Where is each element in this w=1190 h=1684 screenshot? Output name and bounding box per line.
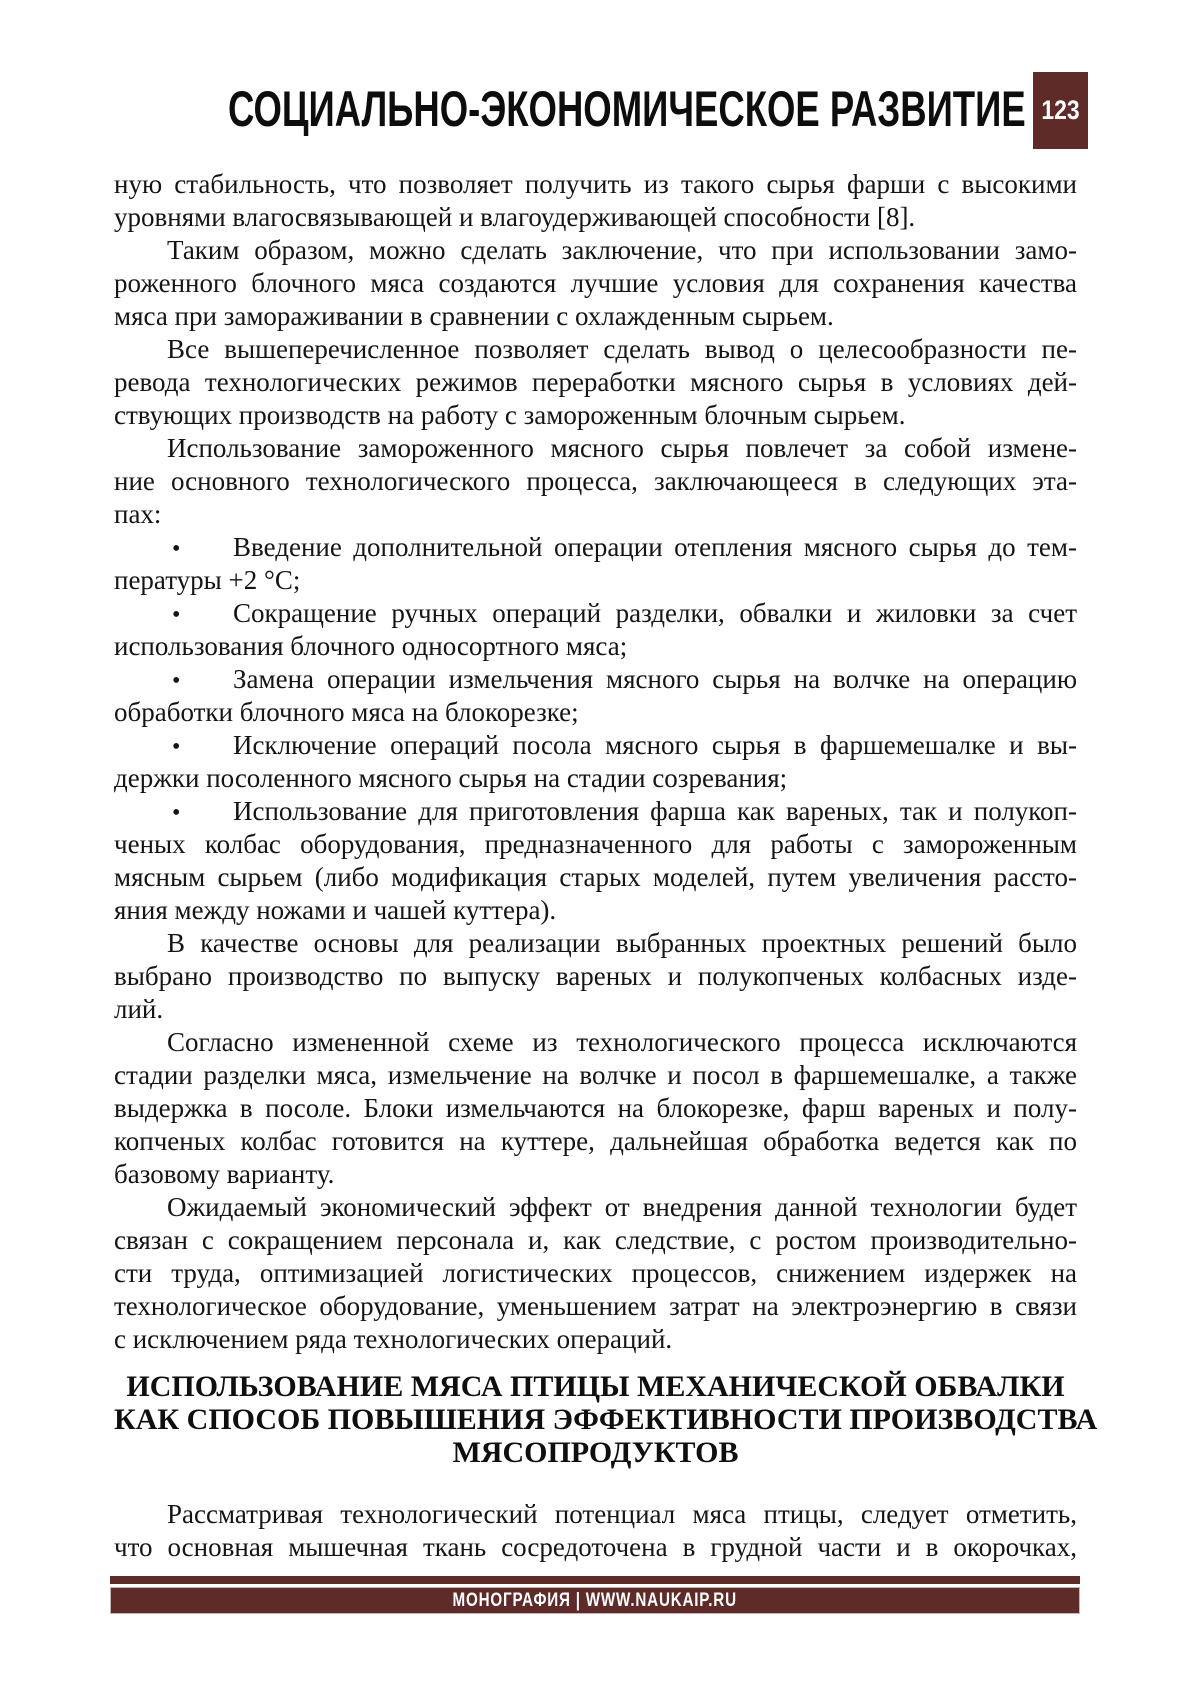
text-line: лий. [114, 994, 164, 1024]
text-line: В качестве основы для реализации выбранных проектных решений было [167, 928, 1077, 958]
text-line: базовому варианту. [114, 1159, 335, 1189]
text-line: сти труда, оптимизацией логистических процессов, снижением издержек на [114, 1258, 1077, 1288]
text-line: • Введение дополнительной операции отепления мясного сырья до тем- [114, 531, 1077, 564]
text-line: копченых колбас готовится на куттере, дальнейшая обработка ведется как по [114, 1126, 1077, 1156]
footer-bar [110, 1587, 1080, 1614]
text-line: пах: [114, 499, 162, 529]
text-line: • Использование для приготовления фарша как вареных, так и полукоп- [114, 795, 1077, 828]
text-line: Таким образом, можно сделать заключение, что при использовании замо- [167, 235, 1077, 265]
bullet-marker: • [172, 800, 181, 826]
text-line: Использование замороженного мясного сырья повлечет за собой измене- [167, 433, 1077, 463]
text-line: стадии разделки мяса, измельчение на волчке и посол в фаршемешалке, а также [114, 1060, 1077, 1090]
footer-text: МОНОГРАФИЯ | WWW.NAUKAIP.RU [452, 1589, 738, 1611]
running-header-title: СОЦИАЛЬНО-ЭКОНОМИЧЕСКОЕ РАЗВИТИЕ [228, 81, 1026, 137]
text-line: ченых колбас оборудования, предназначенного для работы с замороженным [114, 829, 1077, 859]
body-text-block [114, 168, 1077, 1356]
footer-accent-rule [110, 1576, 1080, 1584]
text-line: обработки блочного мяса на блокорезке; [114, 697, 579, 727]
text-line: Согласно измененной схеме из технологического процесса исключаются [167, 1027, 1077, 1057]
text-line: мяса при замораживании в сравнении с охлажденным сырьем. [114, 301, 834, 331]
text-line: • Замена операции измельчения мясного сырья на волчке на операцию [114, 663, 1077, 696]
page-number: 123 [1041, 95, 1080, 125]
text-column [114, 168, 1098, 1564]
body-text-block-after-heading [114, 1498, 1077, 1564]
text-line: ревода технологических режимов переработки мясного сырья в условиях дей- [114, 367, 1077, 397]
text-line: мясным сырьем (либо модификация старых моделей, путем увеличения рассто- [114, 862, 1077, 892]
text-line: яния между ножами и чашей куттера). [114, 895, 557, 925]
text-line: ние основного технологического процесса, заключающееся в следующих эта- [114, 466, 1077, 496]
text-line: держки посоленного мясного сырья на стадии созревания; [114, 763, 788, 793]
section-heading-line: КАК СПОСОБ ПОВЫШЕНИЯ ЭФФЕКТИВНОСТИ ПРОИЗВОДСТВА [114, 1403, 1098, 1436]
text-line: технологическое оборудование, уменьшением затрат на электроэнергию в связи [114, 1291, 1077, 1321]
text-line: пературы +2 °С; [114, 565, 301, 595]
bullet-marker: • [172, 536, 181, 562]
text-line: роженного блочного мяса создаются лучшие условия для сохранения качества [114, 268, 1077, 298]
page-number-badge [1033, 72, 1088, 149]
text-line: ную стабильность, что позволяет получить из такого сырья фарши с высокими [114, 169, 1077, 199]
text-line: ствующих производств на работу с замороженным блочным сырьем. [114, 400, 906, 430]
section-heading [114, 1370, 1098, 1469]
text-line: Ожидаемый экономический эффект от внедрения данной технологии будет [167, 1192, 1077, 1222]
text-line: что основная мышечная ткань сосредоточена в грудной части и в окорочках, [114, 1532, 1077, 1562]
text-line: выбрано производство по выпуску вареных и полукопченых колбасных изде- [114, 961, 1077, 991]
text-line: использования блочного односортного мяса; [114, 631, 628, 661]
text-line: выдержка в посоле. Блоки измельчаются на блокорезке, фарш вареных и полу- [114, 1093, 1077, 1123]
bullet-marker: • [172, 734, 181, 760]
text-line: с исключением ряда технологических операций. [114, 1324, 673, 1354]
text-line: Рассматривая технологический потенциал мяса птицы, следует отметить, [167, 1499, 1077, 1529]
text-line: • Сокращение ручных операций разделки, обвалки и жиловки за счет [114, 597, 1077, 630]
text-line: уровнями влагосвязывающей и влагоудерживающей способности [8]. [114, 202, 916, 232]
text-line: Все вышеперечисленное позволяет сделать вывод о целесообразности пе- [167, 334, 1077, 364]
bullet-marker: • [172, 602, 181, 628]
section-heading-line: ИСПОЛЬЗОВАНИЕ МЯСА ПТИЦЫ МЕХАНИЧЕСКОЙ ОБВАЛКИ [126, 1370, 1065, 1403]
bullet-marker: • [172, 668, 181, 694]
text-line: • Исключение операций посола мясного сырья в фаршемешалке и вы- [114, 729, 1077, 762]
section-heading-line: МЯСОПРОДУКТОВ [452, 1436, 739, 1469]
text-line: связан с сокращением персонала и, как следствие, с ростом производительно- [114, 1225, 1077, 1255]
